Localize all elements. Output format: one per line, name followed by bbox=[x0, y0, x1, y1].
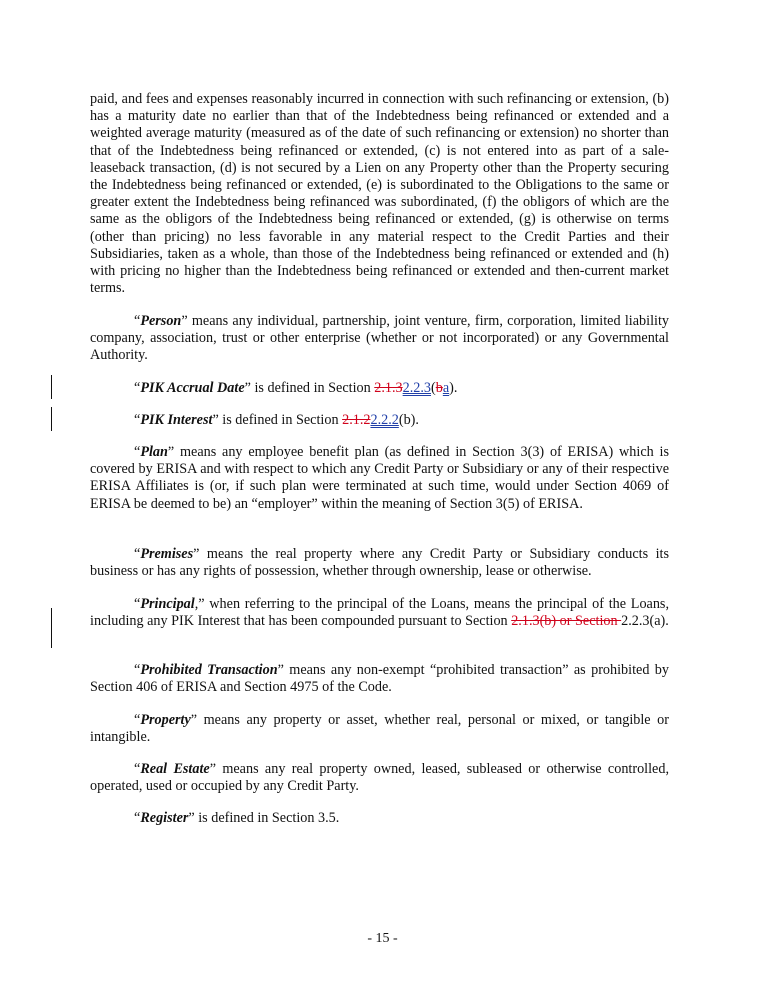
definition-person bbox=[90, 313, 669, 365]
open-quote: “ bbox=[134, 810, 141, 826]
deleted-text: 2.1.2 bbox=[342, 412, 371, 428]
definition-text: ” means any real property owned, leased, subleased or otherwise controlled, operated, used or occupied by any Credit Party. bbox=[90, 761, 669, 795]
definition-text: ). bbox=[449, 380, 458, 396]
defined-term: Register bbox=[140, 810, 189, 826]
defined-term: Premises bbox=[140, 546, 194, 562]
open-quote: “ bbox=[134, 596, 141, 612]
open-quote: “ bbox=[134, 761, 141, 777]
open-quote: “ bbox=[134, 380, 141, 396]
definition-prohibited-transaction bbox=[90, 662, 669, 696]
definition-real-estate bbox=[90, 761, 669, 795]
defined-term: PIK Accrual Date bbox=[140, 380, 245, 396]
definition-text: ” is defined in Section bbox=[244, 380, 375, 396]
definition-text: 2.2.3(a). bbox=[621, 613, 669, 630]
inserted-text: 2.2.2 bbox=[370, 412, 399, 428]
change-bar bbox=[51, 608, 52, 648]
definition-text: ” is defined in Section bbox=[212, 412, 343, 428]
definition-pik-accrual-date bbox=[90, 380, 669, 397]
defined-term: Prohibited Transaction bbox=[140, 662, 278, 678]
definition-text: (b). bbox=[398, 412, 419, 428]
open-quote: “ bbox=[134, 662, 141, 678]
paragraph-text: paid, and fees and expenses reasonably incurred in connection with such refinancing or extension, (b) has a maturity date no earlier than that of the Indebtedness being refinanced or extended and a weighted average maturity (measured as of the date of such refinancing or extension) no shorter than that of the Indebtedness being refinanced or extended, (c) is not entered into as part of a sale-leaseback transaction, (d) is not secured by a Lien on any Property other than the Property securing the Indebtedness being refinanced or extended, (e) is subordinated to the Obligations to the same or greater extent the Indebtedness being refinanced was subordinated, (f) the obligors of which are the same as the obligors of the Indebtedness being refinanced or extended, (g) is otherwise on terms (other than pricing) no less favorable in any material respect to the Credit Parties and their Subsidiaries, taken as a whole, than those of the Indebtedness being refinanced or extended and (h) with pricing no higher than the Indebtedness being refinanced or extended and then-current market terms. bbox=[90, 91, 669, 297]
definition-pik-interest bbox=[90, 412, 669, 429]
defined-term: Property bbox=[140, 712, 191, 728]
definition-principal bbox=[90, 596, 669, 630]
paragraph-continuation bbox=[90, 91, 669, 297]
defined-term: Plan bbox=[140, 444, 168, 460]
deleted-text: 2.1.3 bbox=[374, 380, 403, 396]
defined-term: Real Estate bbox=[140, 761, 210, 777]
definition-premises bbox=[90, 546, 669, 580]
definition-text: ( bbox=[431, 380, 436, 396]
open-quote: “ bbox=[134, 412, 141, 428]
definition-property bbox=[90, 712, 669, 746]
open-quote: “ bbox=[134, 712, 141, 728]
change-bar bbox=[51, 407, 52, 431]
definition-register bbox=[90, 810, 669, 827]
defined-term: Principal bbox=[140, 596, 195, 612]
definition-plan bbox=[90, 444, 669, 513]
defined-term: Person bbox=[140, 313, 182, 329]
defined-term: PIK Interest bbox=[140, 412, 213, 428]
inserted-text: 2.2.3 bbox=[402, 380, 432, 396]
definition-text: ” means any employee benefit plan (as defined in Section 3(3) of ERISA) which is covered by ERISA and with respect to which any Credit Party or Subsidiary or any of their respective ERISA Affiliates is (or, if such plan were terminated at such time, would under Section 4069 of ERISA be deemed to be) an “employer” within the meaning of Section 3(5) of ERISA. bbox=[90, 444, 669, 512]
definition-text: ” is defined in Section 3.5. bbox=[188, 810, 340, 826]
open-quote: “ bbox=[134, 546, 141, 562]
page-number: - 15 - bbox=[367, 931, 398, 946]
change-bar bbox=[51, 375, 52, 399]
deleted-text: b bbox=[435, 380, 443, 396]
inserted-text: a bbox=[442, 380, 450, 396]
open-quote: “ bbox=[134, 444, 141, 460]
definition-text: ” means any non-exempt “prohibited transaction” as prohibited by Section 406 of ERISA and Section 4975 of the Code. bbox=[90, 662, 669, 696]
definition-text: ,” when referring to the principal of the Loans, means the principal of the Loans, including any PIK Interest that has been compounded pursuant to Section bbox=[90, 596, 669, 630]
definition-text: ” means the real property where any Credit Party or Subsidiary conducts its business or has any rights of possession, whether through ownership, lease or otherwise. bbox=[90, 546, 669, 580]
deleted-text: 2.1.3(b) or Section bbox=[511, 613, 622, 630]
open-quote: “ bbox=[134, 313, 141, 329]
definition-text: ” means any individual, partnership, joint venture, firm, corporation, limited liability company, association, trust or other enterprise (whether or not incorporated) or any Governmental Authority. bbox=[90, 313, 669, 364]
definition-text: ” means any property or asset, whether real, personal or mixed, or tangible or intangible. bbox=[90, 712, 669, 746]
